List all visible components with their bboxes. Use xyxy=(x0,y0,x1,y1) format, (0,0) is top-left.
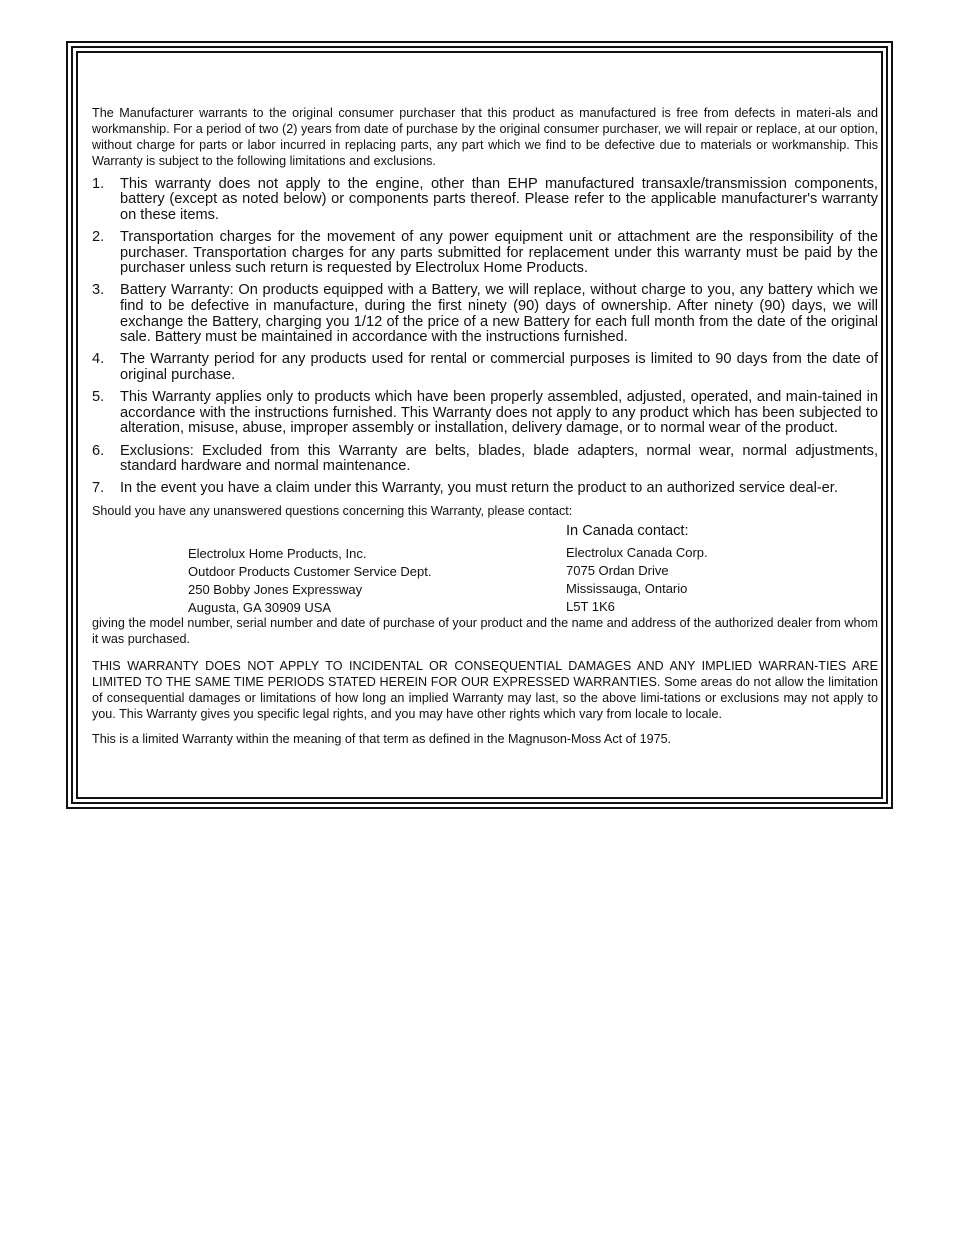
warranty-term-3 xyxy=(92,283,878,345)
giving-info-paragraph: giving the model number, serial number and date of purchase of your product and the name and address of the authorized dealer from whom it was purchased. xyxy=(92,616,878,647)
term-text: Transportation charges for the movement of any power equipment unit or attachment are the responsibility of the purchaser. Transportation charges for any parts submitted for replacement under this warranty must be paid by the purchaser unless such return is requested by Electrolux Home Products. xyxy=(120,229,878,277)
warranty-term-2 xyxy=(92,230,878,277)
us-address-line: Outdoor Products Customer Service Dept. xyxy=(188,564,432,580)
warranty-term-4 xyxy=(92,352,878,383)
warranty-border-middle xyxy=(71,46,888,804)
term-text: Exclusions: Excluded from this Warranty are belts, blades, blade adapters, normal wear, normal adjustments, standard hardware and normal maintenance. xyxy=(120,442,878,475)
canada-address-line: Electrolux Canada Corp. xyxy=(566,545,708,561)
term-text: In the event you have a claim under this Warranty, you must return the product to an authorized service deal-er. xyxy=(120,480,838,497)
warranty-content xyxy=(92,106,878,748)
disclaimer-paragraph: THIS WARRANTY DOES NOT APPLY TO INCIDENTAL OR CONSEQUENTIAL DAMAGES AND ANY IMPLIED WARRAN-TIES ARE LIMITED TO THE SAME TIME PERIODS STATED HEREIN FOR OUR EXPRESSED WARRANTIES. Some areas do not allow the limitation of consequential damages or limitations of how long an implied Warranty may last, so the above limi-tations or exclusions may not apply to you. This Warranty gives you specific legal rights, and you may have other rights which vary from locale to locale. xyxy=(92,659,878,721)
term-text: The Warranty period for any products used for rental or commercial purposes is limited to 90 days from the date of original purchase. xyxy=(120,351,878,383)
term-number: 2. xyxy=(92,229,105,245)
canada-address-line: Mississauga, Ontario xyxy=(566,581,688,597)
term-number: 7. xyxy=(92,480,105,497)
us-address-line: Electrolux Home Products, Inc. xyxy=(188,546,367,562)
warranty-term-7 xyxy=(92,481,878,497)
term-number: 3. xyxy=(92,282,105,299)
canada-contact xyxy=(566,521,708,616)
warranty-term-6 xyxy=(92,444,878,475)
term-number: 1. xyxy=(92,175,105,192)
us-address-line: 250 Bobby Jones Expressway xyxy=(188,582,363,598)
term-number: 5. xyxy=(92,389,105,406)
canada-address-line: 7075 Ordan Drive xyxy=(566,563,669,579)
term-number: 6. xyxy=(92,442,105,459)
canada-contact-title: In Canada contact: xyxy=(566,523,689,540)
warranty-border-outer xyxy=(66,41,893,809)
term-text: This warranty does not apply to the engine, other than EHP manufactured transaxle/transmission components, battery (except as noted below) or components parts thereof. Please refer to the applicable manufacturer's warranty on these items. xyxy=(120,175,878,223)
warranty-term-1 xyxy=(92,177,878,224)
canada-address-line: L5T 1K6 xyxy=(566,599,615,615)
contact-prompt: Should you have any unanswered questions concerning this Warranty, please contact: xyxy=(92,504,573,519)
term-number: 4. xyxy=(92,351,105,368)
term-text: Battery Warranty: On products equipped with a Battery, we will replace, without charge to you, any battery which we find to be defective in manufacture, during the first ninety (90) days of ownership. After ninety (90) days, we will exchange the Battery, charging you 1/12 of the price of a new Battery for each full month from the date of the original sale. Battery must be maintained in accordance with the instructions furnished. xyxy=(120,282,878,346)
warranty-intro: The Manufacturer warrants to the original consumer purchaser that this product as manufactured is free from defects in materi-als and workmanship. For a period of two (2) years from date of purchase by the original consumer purchaser, we will repair or replace, at our option, without charge for parts or labor incurred in replacing parts, any part which we find to be defective due to materials or workmanship. This Warranty is subject to the following limitations and exclusions. xyxy=(92,106,878,168)
warranty-terms-list xyxy=(92,177,878,497)
us-address xyxy=(188,545,432,617)
warranty-term-5 xyxy=(92,390,878,437)
term-text: This Warranty applies only to products which have been properly assembled, adjusted, operated, and main-tained in accordance with the instructions furnished. This Warranty does not apply to any product which has been subjected to alteration, misuse, abuse, improper assembly or installation, delivery damage, or to normal wear of the product. xyxy=(120,389,878,437)
warranty-border-inner xyxy=(76,51,883,799)
contact-addresses xyxy=(92,519,878,616)
us-address-line: Augusta, GA 30909 USA xyxy=(188,600,332,616)
magnuson-moss-paragraph: This is a limited Warranty within the meaning of that term as defined in the Magnuson-Moss Act of 1975. xyxy=(92,731,672,746)
